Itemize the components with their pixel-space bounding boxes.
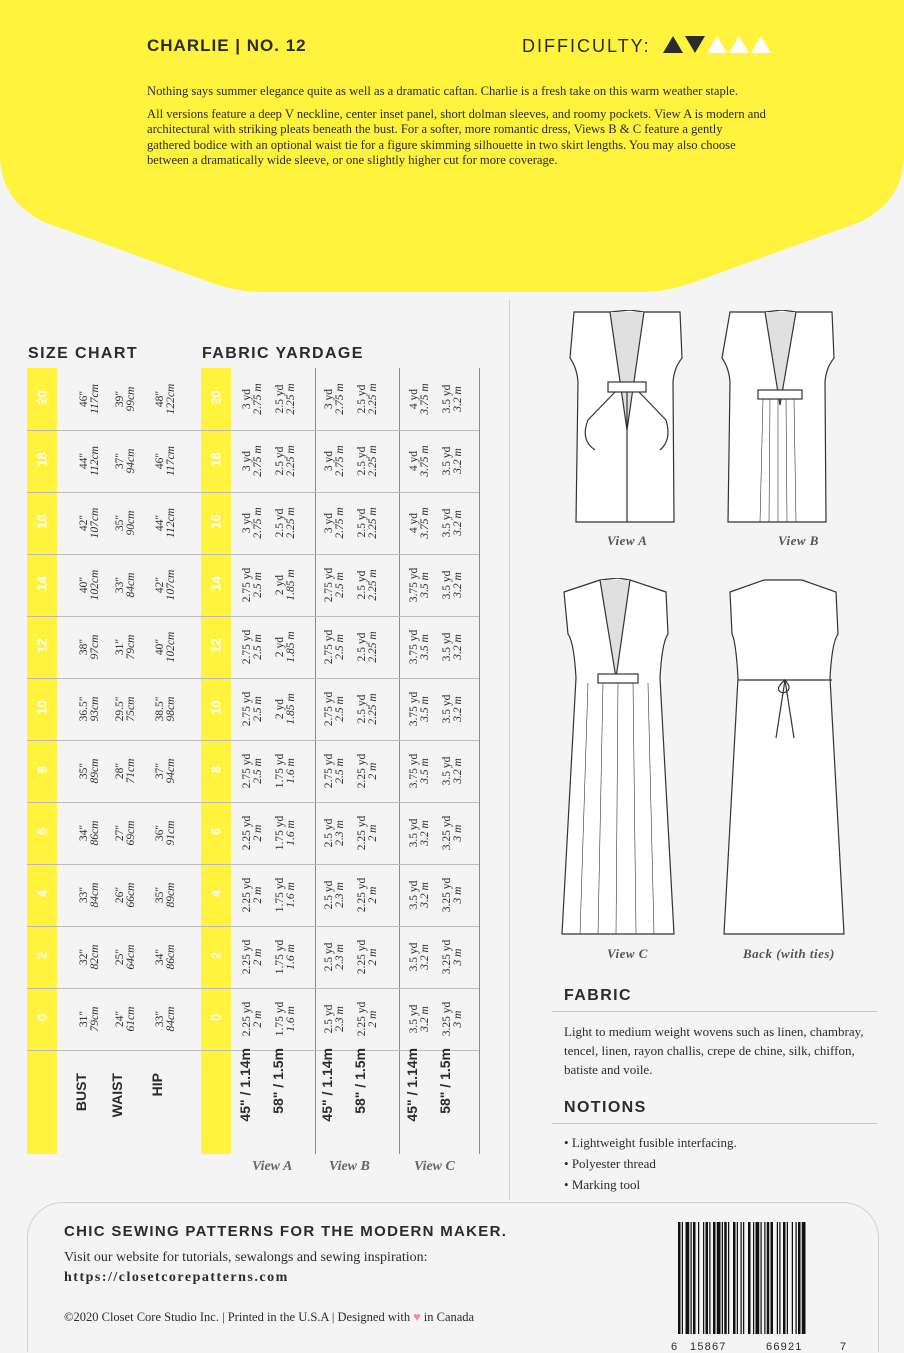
- measurement-cell: 37" 94cm: [114, 448, 137, 474]
- yardage-cell: 1.75 yd 1.6 m: [274, 753, 297, 789]
- measurement-cell: 38" 97cm: [78, 634, 101, 660]
- measurement-cell: 27" 69cm: [114, 820, 137, 846]
- size-label: 8: [208, 765, 224, 774]
- fabric-width-label: 58" / 1.5m: [437, 1048, 453, 1114]
- difficulty-rating: [663, 36, 771, 53]
- measurement-cell: 39" 99cm: [114, 386, 137, 412]
- yardage-cell: 2.5 yd 2.25 m: [356, 507, 379, 539]
- measurement-cell: 36.5" 93cm: [78, 696, 101, 722]
- yardage-cell: 4 yd 3.75 m: [408, 507, 431, 539]
- yardage-cell: 2 yd 1.85 m: [274, 693, 297, 725]
- fabric-heading: FABRIC: [564, 987, 632, 1004]
- measurement-cell: 42" 107cm: [154, 569, 177, 601]
- yardage-cell: 3 yd 2.75 m: [241, 383, 264, 415]
- column-divider: [509, 300, 510, 1200]
- size-label: 20: [34, 390, 50, 405]
- view-separator: [479, 368, 480, 1154]
- yardage-cell: 2.5 yd 2.25 m: [356, 445, 379, 477]
- yardage-cell: 2.75 yd 2.5 m: [241, 567, 264, 603]
- website-link[interactable]: https://closetcorepatterns.com: [64, 1270, 289, 1285]
- yardage-cell: 3.75 yd 3.5 m: [408, 691, 431, 727]
- yardage-cell: 2.25 yd 2 m: [241, 877, 264, 913]
- size-label: 20: [208, 390, 224, 405]
- yardage-cell: 3.5 yd 3.2 m: [408, 1004, 431, 1034]
- measurement-cell: 29.5" 75cm: [114, 696, 137, 722]
- yardage-cell: 3.5 yd 3.2 m: [408, 942, 431, 972]
- difficulty-triangle-empty: [707, 36, 727, 53]
- size-label: 18: [34, 452, 50, 467]
- yardage-cell: 2.5 yd 2.3 m: [323, 1004, 346, 1034]
- size-label: 0: [208, 1013, 224, 1022]
- size-label: 4: [34, 889, 50, 898]
- fabric-width-label: 58" / 1.5m: [352, 1048, 368, 1114]
- difficulty-triangle-empty: [729, 36, 749, 53]
- pattern-description: [147, 84, 767, 176]
- figure-caption-view-a: View A: [607, 533, 648, 548]
- copyright-line: [64, 1310, 474, 1325]
- yardage-cell: 2.25 yd 2 m: [356, 877, 379, 913]
- notions-heading: NOTIONS: [564, 1099, 647, 1116]
- measurement-cell: 36" 91cm: [154, 820, 177, 846]
- yardage-cell: 2.5 yd 2.25 m: [274, 507, 297, 539]
- size-label: 14: [34, 576, 50, 591]
- back-dress: [724, 580, 844, 934]
- measurement-cell: 33" 84cm: [154, 1006, 177, 1032]
- barcode-digits: 15867: [690, 1341, 727, 1353]
- yardage-cell: 2 yd 1.85 m: [274, 569, 297, 601]
- size-row-label: WAIST: [109, 1073, 125, 1118]
- fabric-width-label: 58" / 1.5m: [270, 1048, 286, 1114]
- view-separator: [315, 368, 316, 1154]
- yardage-cell: 3.5 yd 3.2 m: [441, 694, 464, 724]
- size-label: 10: [208, 700, 224, 715]
- measurement-cell: 24" 61cm: [114, 1006, 137, 1032]
- yardage-cell: 2.75 yd 2.5 m: [323, 567, 346, 603]
- measurement-cell: 33" 84cm: [78, 882, 101, 908]
- measurement-cell: 31" 79cm: [114, 634, 137, 660]
- measurement-cell: 42" 107cm: [78, 507, 101, 539]
- yardage-cell: 3 yd 2.75 m: [241, 445, 264, 477]
- yardage-cell: 2.5 yd 2.25 m: [274, 383, 297, 415]
- yardage-cell: 3.5 yd 3.2 m: [441, 756, 464, 786]
- yardage-cell: 1.75 yd 1.6 m: [274, 939, 297, 975]
- barcode-digits: 66921: [766, 1341, 803, 1353]
- yardage-cell: 1.75 yd 1.6 m: [274, 815, 297, 851]
- measurement-cell: 46" 117cm: [154, 446, 177, 476]
- figure-caption-back: Back (with ties): [743, 946, 835, 961]
- barcode-digit: 6: [671, 1341, 679, 1353]
- yardage-cell: 2.5 yd 2.25 m: [356, 631, 379, 663]
- yardage-cell: 2.25 yd 2 m: [241, 939, 264, 975]
- measurement-cell: 48" 122cm: [154, 383, 177, 415]
- view-separator: [399, 368, 400, 1154]
- yardage-cell: 2.5 yd 2.25 m: [356, 383, 379, 415]
- fabric-recommendation: Light to medium weight wovens such as linen, chambray, tencel, linen, rayon challis, crepe de chine, silk, chiffon, batiste and voile.: [564, 1024, 864, 1077]
- yardage-cell: 3.75 yd 3.5 m: [408, 629, 431, 665]
- yardage-cell: 2.75 yd 2.5 m: [323, 629, 346, 665]
- view-c-back-illustrations: [558, 578, 868, 943]
- yardage-cell: 4 yd 3.75 m: [408, 383, 431, 415]
- divider: [552, 1123, 877, 1124]
- notion-item: • Polyester thread: [564, 1153, 737, 1174]
- yardage-cell: 3.25 yd 3 m: [441, 877, 464, 913]
- yardage-cell: 1.75 yd 1.6 m: [274, 1001, 297, 1037]
- size-label: 12: [34, 638, 50, 653]
- yardage-cell: 2.75 yd 2.5 m: [241, 629, 264, 665]
- measurement-cell: 35" 90cm: [114, 510, 137, 536]
- size-label: 2: [34, 951, 50, 960]
- yardage-cell: 2.5 yd 2.3 m: [323, 818, 346, 848]
- yardage-cell: 2.75 yd 2.5 m: [241, 753, 264, 789]
- view-a-b-illustrations: [560, 310, 860, 535]
- yardage-cell: 3.75 yd 3.5 m: [408, 567, 431, 603]
- yardage-cell: 2.25 yd 2 m: [356, 815, 379, 851]
- yardage-cell: 3.5 yd 3.2 m: [441, 446, 464, 476]
- figure-caption-view-c: View C: [607, 946, 648, 961]
- copyright-text: ©2020 Closet Core Studio Inc. | Printed in the U.S.A | Designed with: [64, 1310, 411, 1324]
- measurement-cell: 34" 86cm: [78, 820, 101, 846]
- difficulty-label: DIFFICULTY:: [522, 36, 651, 56]
- yardage-cell: 2.25 yd 2 m: [356, 753, 379, 789]
- measurement-cell: 25" 64cm: [114, 944, 137, 970]
- size-label: 4: [208, 889, 224, 898]
- yardage-cell: 3.5 yd 3.2 m: [408, 880, 431, 910]
- table-view-a-label: View A: [252, 1159, 293, 1174]
- yardage-cell: 1.75 yd 1.6 m: [274, 877, 297, 913]
- measurement-cell: 44" 112cm: [78, 446, 101, 476]
- yardage-cell: 3.5 yd 3.2 m: [441, 384, 464, 414]
- size-label: 12: [208, 638, 224, 653]
- notions-list: [564, 1132, 737, 1195]
- footer-tagline: CHIC SEWING PATTERNS FOR THE MODERN MAKER.: [64, 1223, 508, 1240]
- size-label: 2: [208, 951, 224, 960]
- yardage-cell: 3 yd 2.75 m: [241, 507, 264, 539]
- measurement-cell: 34" 86cm: [154, 944, 177, 970]
- size-row-label: HIP: [149, 1073, 165, 1097]
- yardage-cell: 2.5 yd 2.25 m: [274, 445, 297, 477]
- yardage-cell: 3.25 yd 3 m: [441, 815, 464, 851]
- size-label: 14: [208, 576, 224, 591]
- measurement-cell: 40" 102cm: [78, 569, 101, 601]
- yardage-cell: 2.25 yd 2 m: [356, 939, 379, 975]
- size-label: 6: [34, 827, 50, 836]
- yardage-cell: 2.5 yd 2.3 m: [323, 880, 346, 910]
- yardage-cell: 2.75 yd 2.5 m: [241, 691, 264, 727]
- table-view-b-label: View B: [329, 1159, 370, 1174]
- size-and-yardage-table: [27, 368, 480, 1154]
- size-label: 10: [34, 700, 50, 715]
- yardage-cell: 2 yd 1.85 m: [274, 631, 297, 663]
- yardage-cell: 3.25 yd 3 m: [441, 939, 464, 975]
- notion-item: • Marking tool: [564, 1174, 737, 1195]
- yardage-cell: 2.25 yd 2 m: [241, 1001, 264, 1037]
- measurement-cell: 26" 66cm: [114, 882, 137, 908]
- measurement-cell: 33" 84cm: [114, 572, 137, 598]
- notion-item: • Lightweight fusible interfacing.: [564, 1132, 737, 1153]
- yardage-cell: 2.25 yd 2 m: [241, 815, 264, 851]
- yardage-cell: 3.5 yd 3.2 m: [408, 818, 431, 848]
- yardage-cell: 3.5 yd 3.2 m: [441, 632, 464, 662]
- difficulty-triangle-empty: [751, 36, 771, 53]
- difficulty-triangle-filled: [685, 36, 705, 53]
- copyright-location: in Canada: [423, 1310, 475, 1324]
- yardage-cell: 2.5 yd 2.3 m: [323, 942, 346, 972]
- measurement-cell: 40" 102cm: [154, 631, 177, 663]
- measurement-cell: 38.5" 98cm: [154, 696, 177, 722]
- size-label: 0: [34, 1013, 50, 1022]
- yardage-cell: 2.75 yd 2.5 m: [323, 753, 346, 789]
- size-label: 8: [34, 765, 50, 774]
- measurement-cell: 28" 71cm: [114, 758, 137, 784]
- fabric-width-label: 45" / 1.14m: [237, 1048, 253, 1122]
- measurement-cell: 31" 79cm: [78, 1006, 101, 1032]
- fabric-width-label: 45" / 1.14m: [404, 1048, 420, 1122]
- yardage-cell: 3.5 yd 3.2 m: [441, 508, 464, 538]
- divider: [552, 1011, 877, 1012]
- yardage-cell: 3 yd 2.75 m: [323, 445, 346, 477]
- barcode: [676, 1222, 848, 1334]
- size-label: 18: [208, 452, 224, 467]
- yardage-cell: 2.5 yd 2.25 m: [356, 693, 379, 725]
- size-label: 16: [208, 514, 224, 529]
- description-paragraph: All versions feature a deep V neckline, center inset panel, short dolman sleeves, and roomy pockets. View A is modern and architectural with striking pleats beneath the bust. For a softer, more romantic dress, Views B & C feature a gently gathered bodice with an optional waist tie for a figure skimming silhouette in two skirt lengths. You may also choose between a dramatically wide sleeve, or one slightly higher cut for more coverage.: [147, 106, 766, 167]
- measurement-cell: 32" 82cm: [78, 944, 101, 970]
- yardage-cell: 2.5 yd 2.25 m: [356, 569, 379, 601]
- measurement-cell: 44" 112cm: [154, 508, 177, 538]
- size-label: 16: [34, 514, 50, 529]
- yardage-cell: 3 yd 2.75 m: [323, 507, 346, 539]
- pattern-title: CHARLIE | NO. 12: [147, 36, 307, 55]
- measurement-cell: 35" 89cm: [154, 882, 177, 908]
- yardage-cell: 3.5 yd 3.2 m: [441, 570, 464, 600]
- measurement-cell: 37" 94cm: [154, 758, 177, 784]
- size-chart-heading: SIZE CHART: [28, 345, 138, 362]
- size-row-label: BUST: [73, 1073, 89, 1112]
- yardage-cell: 4 yd 3.75 m: [408, 445, 431, 477]
- yardage-cell: 3 yd 2.75 m: [323, 383, 346, 415]
- description-paragraph: Nothing says summer elegance quite as well as a dramatic caftan. Charlie is a fresh take on this warm weather staple.: [147, 84, 738, 98]
- difficulty-triangle-filled: [663, 36, 683, 53]
- yardage-cell: 2.75 yd 2.5 m: [323, 691, 346, 727]
- measurement-cell: 35" 89cm: [78, 758, 101, 784]
- measurement-cell: 46" 117cm: [78, 384, 101, 414]
- size-label: 6: [208, 827, 224, 836]
- heart-icon: ♥: [413, 1310, 421, 1324]
- barcode-digit: 7: [840, 1341, 848, 1353]
- yardage-cell: 2.25 yd 2 m: [356, 1001, 379, 1037]
- footer-visit-text: Visit our website for tutorials, sewalongs and sewing inspiration:: [64, 1250, 428, 1265]
- figure-caption-view-b: View B: [778, 533, 819, 548]
- fabric-width-label: 45" / 1.14m: [319, 1048, 335, 1122]
- yardage-cell: 3.25 yd 3 m: [441, 1001, 464, 1037]
- yardage-cell: 3.75 yd 3.5 m: [408, 753, 431, 789]
- fabric-yardage-heading: FABRIC YARDAGE: [202, 345, 364, 362]
- table-view-c-label: View C: [414, 1159, 455, 1174]
